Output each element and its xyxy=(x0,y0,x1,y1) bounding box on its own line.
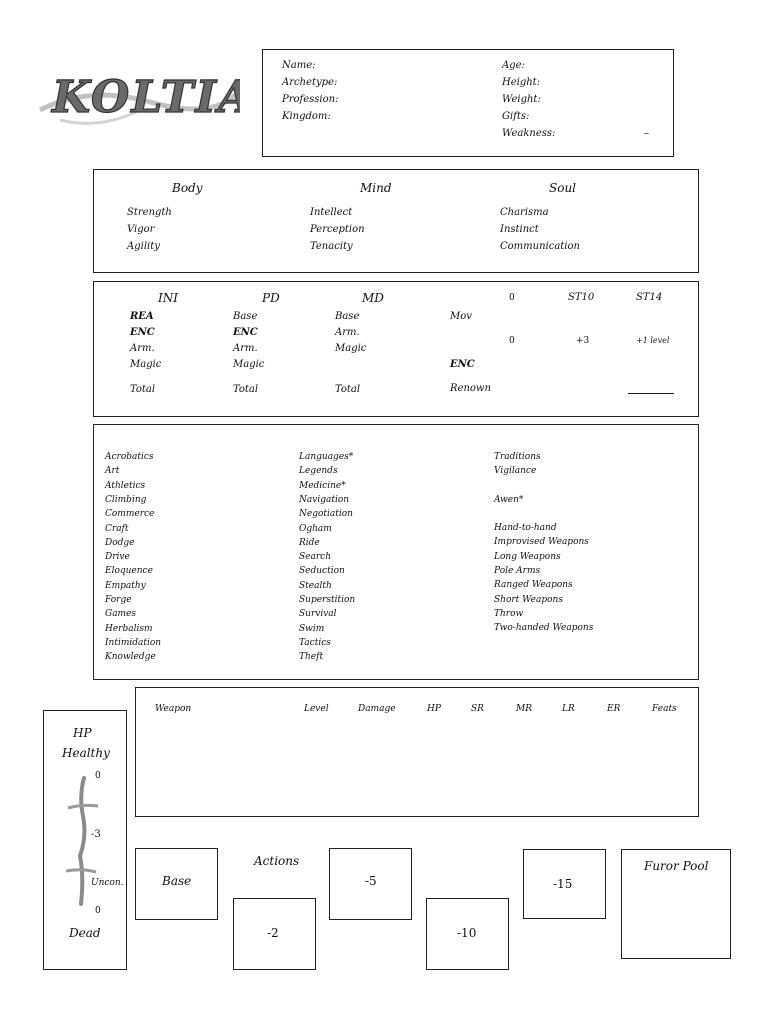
md-header: MD xyxy=(362,291,384,305)
hp-zero-top: 0 xyxy=(95,771,101,781)
pd-total-label[interactable]: Total xyxy=(233,384,259,395)
skill-navigation[interactable]: Navigation xyxy=(299,494,350,505)
skill-drive[interactable]: Drive xyxy=(105,552,130,563)
skill-intimidation[interactable]: Intimidation xyxy=(105,637,162,648)
skill-empathy[interactable]: Empathy xyxy=(105,580,146,591)
hp-minus3: -3 xyxy=(91,829,101,840)
mind-header: Mind xyxy=(360,181,392,195)
skill-ride[interactable]: Ride xyxy=(299,537,320,548)
hp-zero-bottom: 0 xyxy=(95,906,101,916)
skill-search[interactable]: Search xyxy=(299,552,331,563)
weapon-skill-long-weapons[interactable]: Long Weapons xyxy=(494,551,561,562)
level-header: Level xyxy=(304,704,329,714)
skill-legends[interactable]: Legends xyxy=(299,466,338,477)
skill-games[interactable]: Games xyxy=(105,609,137,620)
tenacity-label[interactable]: Tenacity xyxy=(310,241,353,252)
profession-label[interactable]: Profession: xyxy=(282,94,339,105)
weakness-label[interactable]: Weakness: xyxy=(502,128,556,139)
skill-craft[interactable]: Craft xyxy=(105,523,129,534)
md-arm-label[interactable]: Arm. xyxy=(335,327,360,338)
pd-arm-label[interactable]: Arm. xyxy=(233,343,258,354)
pd-magic-label[interactable]: Magic xyxy=(233,359,265,370)
weight-label[interactable]: Weight: xyxy=(502,94,541,105)
skill-dodge[interactable]: Dodge xyxy=(105,537,135,548)
weapon-skill-ranged-weapons[interactable]: Ranged Weapons xyxy=(494,580,573,591)
action-minus2-label: -2 xyxy=(267,926,279,940)
uncon-label: Uncon. xyxy=(91,878,124,888)
skill-superstition[interactable]: Superstition xyxy=(299,595,356,605)
sr-header: SR xyxy=(471,704,484,714)
skill-eloquence[interactable]: Eloquence xyxy=(105,566,153,577)
skill-tactics[interactable]: Tactics xyxy=(299,637,331,648)
ini-total-label[interactable]: Total xyxy=(130,384,156,395)
skill-medicine[interactable]: Medicine* xyxy=(299,480,346,491)
action-minus5-label: -5 xyxy=(365,874,377,888)
furor-pool-label: Furor Pool xyxy=(644,859,709,873)
skill-knowledge[interactable]: Knowledge xyxy=(105,652,156,663)
skill-climbing[interactable]: Climbing xyxy=(105,494,147,505)
lr-header: LR xyxy=(562,704,575,714)
pd-header: PD xyxy=(262,291,280,305)
skill-stealth[interactable]: Stealth xyxy=(299,580,332,591)
instinct-label[interactable]: Instinct xyxy=(500,224,539,235)
ini-magic-label[interactable]: Magic xyxy=(130,359,162,370)
renown-line xyxy=(628,393,674,394)
action-minus15-label: -15 xyxy=(553,877,573,891)
weakness-dash: – xyxy=(644,128,649,139)
enc-penalty-plus3: +3 xyxy=(576,336,590,346)
skill-awen[interactable]: Awen* xyxy=(494,495,524,505)
skill-survival[interactable]: Survival xyxy=(299,609,337,620)
koltia-logo xyxy=(30,50,240,140)
actions-title: Actions xyxy=(254,854,300,868)
body-header: Body xyxy=(172,181,203,195)
pd-enc-label[interactable]: ENC xyxy=(233,327,258,338)
er-header: ER xyxy=(607,704,621,714)
dead-label: Dead xyxy=(69,926,101,940)
kingdom-label[interactable]: Kingdom: xyxy=(282,111,331,122)
communication-label[interactable]: Communication xyxy=(500,241,580,252)
skill-negotiation[interactable]: Negotiation xyxy=(299,509,353,520)
healthy-label: Healthy xyxy=(62,746,110,760)
md-base-label[interactable]: Base xyxy=(335,311,360,322)
renown-label[interactable]: Renown xyxy=(450,383,491,394)
skill-swim[interactable]: Swim xyxy=(299,623,325,634)
pd-base-label[interactable]: Base xyxy=(233,311,258,322)
enc-penalty-0: 0 xyxy=(509,336,515,346)
weapon-header: Weapon xyxy=(155,704,192,714)
skill-art[interactable]: Art xyxy=(105,466,120,477)
skill-seduction[interactable]: Seduction xyxy=(299,566,345,577)
enc-penalty-level: +1 level xyxy=(636,336,670,345)
intellect-label[interactable]: Intellect xyxy=(310,207,353,218)
mr-header: MR xyxy=(516,704,532,714)
logo-art xyxy=(30,50,240,140)
weapon-skill-hand-to-hand[interactable]: Hand-to-hand xyxy=(494,523,557,533)
hp-title: HP xyxy=(73,726,92,740)
rea-label[interactable]: REA xyxy=(130,311,154,322)
md-magic-label[interactable]: Magic xyxy=(335,343,367,354)
skills-panel xyxy=(93,424,699,680)
strength-label[interactable]: Strength xyxy=(127,207,172,218)
gifts-label[interactable]: Gifts: xyxy=(502,111,530,122)
enc-label[interactable]: ENC xyxy=(450,359,475,370)
charisma-label[interactable]: Charisma xyxy=(500,207,549,218)
vigor-label[interactable]: Vigor xyxy=(127,224,155,235)
mov-label[interactable]: Mov xyxy=(450,311,472,322)
ini-arm-label[interactable]: Arm. xyxy=(130,343,155,354)
skill-herbalism[interactable]: Herbalism xyxy=(105,623,153,634)
hp-header: HP xyxy=(427,704,441,714)
skill-languages[interactable]: Languages* xyxy=(299,452,354,462)
skill-forge[interactable]: Forge xyxy=(105,595,132,605)
soul-header: Soul xyxy=(549,181,577,195)
name-label[interactable]: Name: xyxy=(282,60,316,71)
skill-theft[interactable]: Theft xyxy=(299,652,324,663)
archetype-label[interactable]: Archetype: xyxy=(282,77,338,88)
weapon-skill-pole-arms[interactable]: Pole Arms xyxy=(494,565,541,576)
skill-vigilance[interactable]: Vigilance xyxy=(494,466,537,477)
damage-header: Damage xyxy=(358,704,396,714)
age-label[interactable]: Age: xyxy=(502,60,525,71)
skill-ogham[interactable]: Ogham xyxy=(299,523,332,534)
weapon-skill-improvised-weapons[interactable]: Improvised Weapons xyxy=(494,537,589,548)
skill-commerce[interactable]: Commerce xyxy=(105,509,155,520)
weapon-skill-two-handed-weapons[interactable]: Two-handed Weapons xyxy=(494,623,594,634)
md-total-label[interactable]: Total xyxy=(335,384,361,395)
perception-label[interactable]: Perception xyxy=(310,224,365,235)
weapon-skill-short-weapons[interactable]: Short Weapons xyxy=(494,594,563,605)
weapon-skill-throw[interactable]: Throw xyxy=(494,608,524,619)
skill-traditions[interactable]: Traditions xyxy=(494,452,541,462)
enc-threshold-st14: ST14 xyxy=(636,292,663,303)
agility-label[interactable]: Agility xyxy=(127,241,160,252)
logo-text: KOLTIA xyxy=(52,72,240,123)
action-base-label: Base xyxy=(162,874,192,888)
skill-athletics[interactable]: Athletics xyxy=(105,480,146,491)
ini-header: INI xyxy=(158,291,178,305)
enc-threshold-0: 0 xyxy=(509,293,515,303)
action-minus10-label: -10 xyxy=(457,926,477,940)
skill-acrobatics[interactable]: Acrobatics xyxy=(105,452,154,462)
height-label[interactable]: Height: xyxy=(502,77,541,88)
defenses-panel xyxy=(93,281,699,417)
feats-header: Feats xyxy=(652,704,677,714)
ini-enc-label[interactable]: ENC xyxy=(130,327,155,338)
enc-threshold-st10: ST10 xyxy=(568,292,595,303)
